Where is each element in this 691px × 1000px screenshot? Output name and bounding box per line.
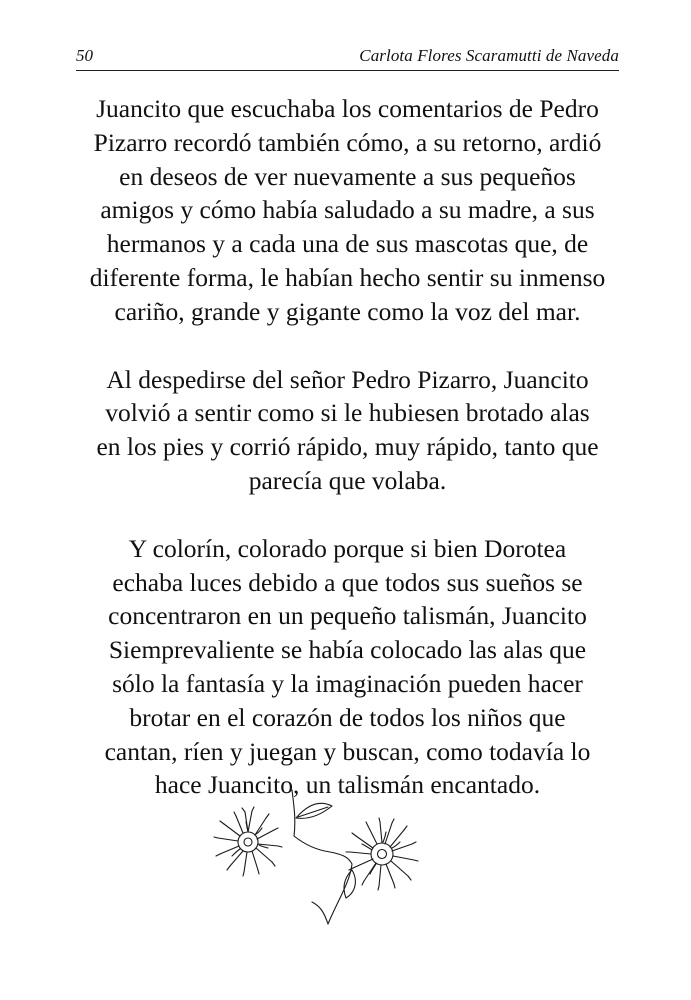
text-line: diferente forma, le habían hecho sentir su inmenso <box>89 262 606 292</box>
text-line: brotar en el corazón de todos los niños que <box>129 702 566 732</box>
text-line: en los pies y corrió rápido, muy rápido, tanto que <box>96 432 599 462</box>
text-line: concentraron en un pequeño talismán, Juancito <box>108 601 587 631</box>
running-head: Carlota Flores Scaramutti de Naveda <box>359 46 619 65</box>
paragraph-3 <box>70 532 625 802</box>
text-line: Juancito que escuchaba los comentarios de Pedro <box>96 94 599 123</box>
text-line: sólo la fantasía y la imaginación pueden hacer <box>112 668 583 698</box>
text-line: amigos y cómo había saludado a su madre, a sus <box>100 195 595 225</box>
paragraph-1 <box>70 92 625 329</box>
text-line: Al despedirse del señor Pedro Pizarro, Juancito <box>106 364 589 394</box>
text-line: cantan, ríen y juegan y buscan, como todavía lo <box>104 736 591 766</box>
text-line: echaba luces debido a que todos sus sueños se <box>112 567 583 597</box>
text-line: hace Juancito, un talismán encantado. <box>154 770 541 800</box>
text-line: Y colorín, colorado porque si bien Dorotea <box>128 533 567 563</box>
text-line: en deseos de ver nuevamente a sus pequeños <box>119 161 576 191</box>
text-line: Pizarro recordó también cómo, a su retorno, ardió <box>93 127 602 157</box>
page-header <box>76 42 619 71</box>
paragraph-2 <box>70 363 625 498</box>
text-line: parecía que volaba. <box>248 465 447 495</box>
text-line: hermanos y a cada una de sus mascotas que, de <box>106 229 589 259</box>
text-line: volvió a sentir como si le hubiesen brotado alas <box>105 398 590 428</box>
body-text <box>70 92 625 836</box>
flower-sprig-icon <box>208 778 430 928</box>
page-number: 50 <box>76 46 93 65</box>
text-line: cariño, grande y gigante como la voz del mar. <box>114 296 581 326</box>
text-line: Siemprevaliente se había colocado las alas que <box>108 635 587 665</box>
